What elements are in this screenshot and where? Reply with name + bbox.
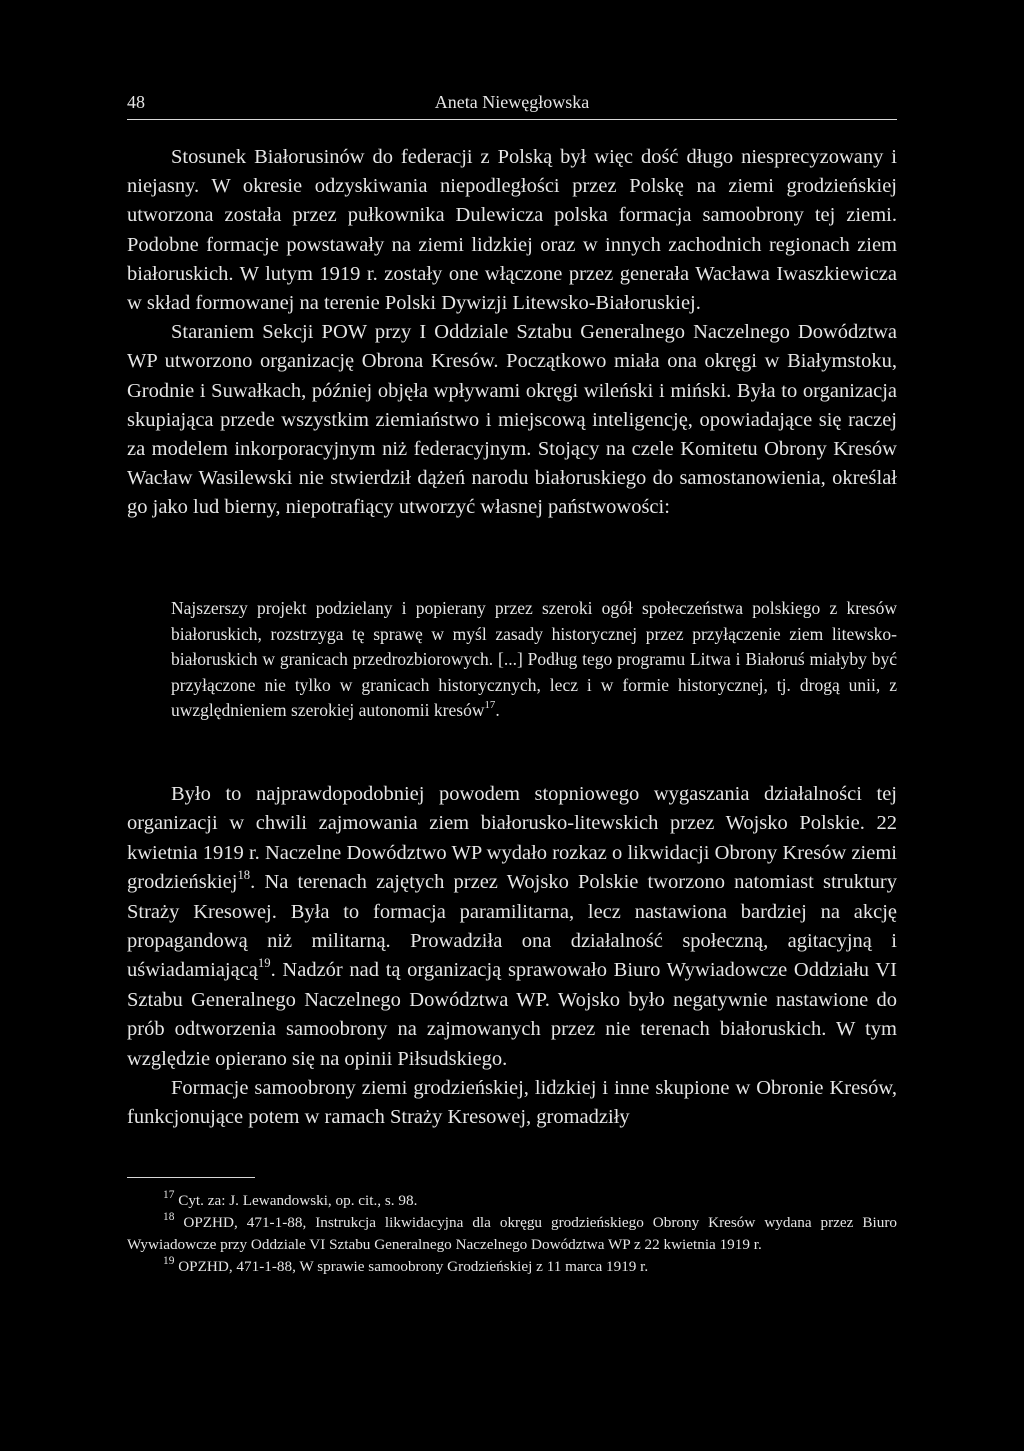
footnote-rule [127, 1177, 255, 1178]
header-rule [127, 119, 897, 120]
page-header [127, 90, 897, 114]
footnote-17 [127, 1190, 897, 1212]
quote-body: Najszerszy projekt podzielany i popierany przez szeroki ogół społeczeństwa polskiego z kresów białoruskich, rozstrzyga tę sprawę w myśl zasady historycznej przez przyłączenie ziem litewsko-białoruskich w granicach przedrozbiorowych. [...] Podług tego programu Litwa i Białoruś miałyby być przyłączone nie tylko w granicach historycznych, lecz i w formie historycznej, tj. drogą unii, z uwzględnieniem szerokiej autonomii kresów [171, 598, 897, 720]
paragraph: Staraniem Sekcji POW przy I Oddziale Sztabu Generalnego Naczelnego Dowództwa WP utworzono organizację Obrona Kresów. Początkowo miała ona okręgi w Białymstoku, Grodnie i Suwałkach, później objęła wpływami okręgi wileński i miński. Była to organizacja skupiająca przede wszystkim ziemiaństwo i miejscową inteligencję, opowiadające się raczej za modelem inkorporacyjnym niż federacyjnym. Stojący na czele Komitetu Obrony Kresów Wacław Wasilewski nie stwierdził dążeń narodu białoruskiego do samostanowienia, określał go jako lud bierny, niepotrafiący utworzyć własnej państwowości: [127, 321, 897, 519]
footnote-number: 17 [163, 1188, 175, 1201]
footnote-ref-18[interactable]: 18 [237, 868, 251, 883]
block-quote [171, 596, 897, 724]
main-text-lower [127, 780, 897, 1133]
footnote-19 [127, 1256, 897, 1278]
paragraph-text: . Nadzór nad tą organizacją sprawowało Biuro Wywiadowcze Oddziału VI Sztabu Generalnego Naczelnego Dowództwa WP. Wojsko było negatywnie nastawione do prób odtworzenia samoobrony na zajmowanych przez nie terenach białoruskich. W tym względzie opierano się na opinii Piłsudskiego. [127, 959, 897, 1070]
footnote-ref-17[interactable]: 17 [484, 699, 496, 712]
footnote-text: OPZHD, 471-1-88, W sprawie samoobrony Grodzieńskiej z 11 marca 1919 r. [174, 1258, 649, 1275]
quote-end: . [495, 700, 500, 720]
footnotes [127, 1190, 897, 1278]
footnote-text: OPZHD, 471-1-88, Instrukcja likwidacyjna dla okręgu grodzieńskiego Obrony Kresów wydana przez Biuro Wywiadowcze przy Oddziale VI Sztabu Generalnego Naczelnego Dowództwa WP z 22 kwietnia 1919 r. [127, 1214, 897, 1253]
paragraph-text: Było to najprawdopodobniej powodem stopniowego wygaszania działalności tej organizacji w chwili zajmowania ziem białorusko-litewskich przez Wojsko Polskie. 22 kwietnia 1919 r. Naczelne Dowództwo WP wydało rozkaz o likwidacji Obrony Kresów ziemi grodzieńskiej [127, 783, 897, 894]
quote-text [171, 596, 897, 724]
footnote-18 [127, 1212, 897, 1256]
footnote-number: 18 [163, 1210, 175, 1223]
footnote-number: 19 [163, 1254, 175, 1267]
paragraph: Formacje samoobrony ziemi grodzieńskiej, lidzkiej i inne skupione w Obronie Kresów, funkcjonujące potem w ramach Straży Kresowej, gromadziły [127, 1077, 897, 1129]
paragraph: Stosunek Białorusinów do federacji z Polską był więc dość długo niesprecyzowany i niejasny. W okresie odzyskiwania niepodległości przez Polskę na ziemi grodzieńskiej utworzona została przez pułkownika Dulewicza polska formacja samoobrony tej ziemi. Podobne formacje powstawały na ziemi lidzkiej oraz w innych zachodnich regionach ziem białoruskich. W lutym 1919 r. zostały one włączone przez generała Wacława Iwaszkiewicza w skład formowanej na terenie Polski Dywizji Litewsko-Białoruskiej. [127, 146, 897, 315]
paragraph [127, 780, 897, 1074]
paragraph-text: . Na terenach zajętych przez Wojsko Polskie tworzono natomiast struktury Straży Kresowej. Była to formacja paramilitarna, lecz nastawiona bardziej na akcję propagandową niż militarną. Prowadziła ona działalność społeczną, agitacyjną i uświadamiającą [127, 871, 897, 982]
running-head-author: Aneta Niewęgłowska [434, 92, 590, 112]
book-page [127, 0, 897, 1451]
main-text-upper [127, 143, 897, 523]
page-number: 48 [127, 92, 145, 112]
footnote-ref-19[interactable]: 19 [257, 956, 271, 971]
footnote-text: Cyt. za: J. Lewandowski, op. cit., s. 98. [174, 1192, 418, 1209]
